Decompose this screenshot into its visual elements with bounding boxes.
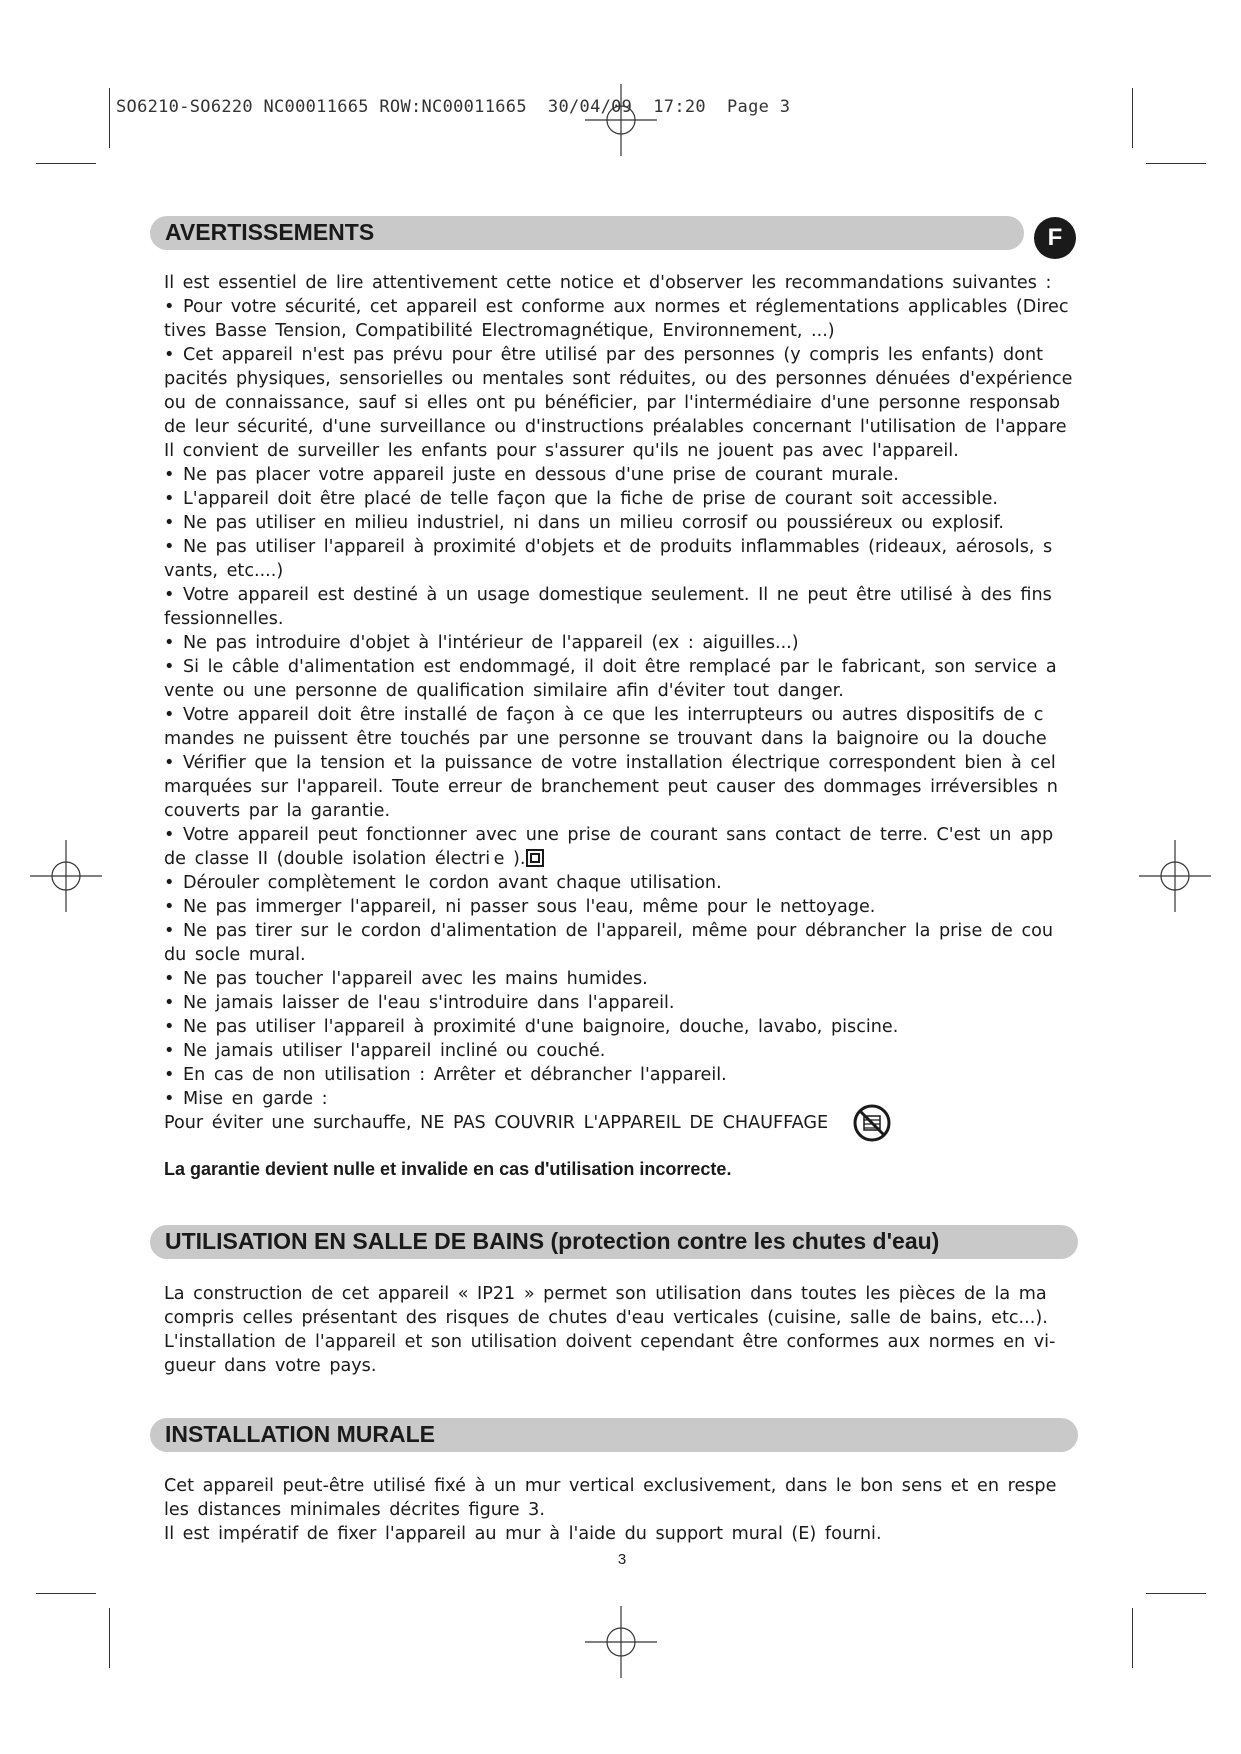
text-line: • Ne pas utiliser l'appareil à proximité d'objets et de produits inflammables (rideaux, aérosols, s [164,537,1053,557]
text-line: Il est essentiel de lire attentivement cette notice et d'observer les recommandations suivantes : [164,273,1052,293]
text-line: • Votre appareil est destiné à un usage domestique seulement. Il ne peut être utilisé à des fins [164,585,1052,605]
text-line: de classe II (double isolation électri e ). [164,849,526,869]
text-line: couverts par la garantie. [164,801,391,821]
crop-mark [36,163,96,164]
text-line-class-ii [164,847,1164,871]
text-line: mandes ne puissent être touchés par une personne se trouvant dans la baignoire ou la douche [164,729,1047,749]
section-body [164,1282,1164,1378]
text-line: • Ne pas tirer sur le cordon d'alimentation de l'appareil, même pour débrancher la prise de cou [164,921,1054,941]
text-line: La construction de cet appareil « IP21 » permet son utilisation dans toutes les pièces de la ma [164,1284,1047,1304]
section-title: INSTALLATION MURALE [165,1421,436,1447]
text-line: les distances minimales décrites figure 3. [164,1500,545,1520]
registration-crosshair-icon [30,840,102,912]
warranty-note: La garantie devient nulle et invalide en cas d'utilisation incorrecte. [164,1159,732,1179]
text-line: ou de connaissance, sauf si elles ont pu bénéficier, par l'intermédiaire d'une personne responsab [164,393,1061,413]
text-line: Il convient de surveiller les enfants pour s'assurer qu'ils ne jouent pas avec l'appareil. [164,441,959,461]
text-line: • Pour votre sécurité, cet appareil est conforme aux normes et réglementations applicables (Direc [164,297,1069,317]
text-line: Il est impératif de fixer l'appareil au mur à l'aide du support mural (E) fourni. [164,1524,882,1544]
crop-mark [109,1608,110,1668]
text-line: du socle mural. [164,945,306,965]
text-line: • Votre appareil doit être installé de façon à ce que les interrupteurs ou autres dispositifs de c [164,705,1044,725]
text-line: de leur sécurité, d'une surveillance ou d'instructions préalables concernant l'utilisation de l'appare [164,417,1067,437]
section-body [164,271,1164,1181]
crop-mark [36,1593,96,1594]
text-line: • Ne pas placer votre appareil juste en dessous d'une prise de courant murale. [164,465,899,485]
crop-mark [109,88,110,148]
text-line: • Ne pas immerger l'appareil, ni passer sous l'eau, même pour le nettoyage. [164,897,876,917]
text-line: pacités physiques, sensorielles ou mentales sont réduites, ou des personnes dénuées d'expérience [164,369,1073,389]
text-line: vente ou une personne de qualification similaire afin d'éviter tout danger. [164,681,844,701]
text-line: • L'appareil doit être placé de telle façon que la fiche de prise de courant soit accessible. [164,489,998,509]
section-title: AVERTISSEMENTS [165,219,375,245]
text-line: • Mise en garde : [164,1089,328,1109]
section-title: UTILISATION EN SALLE DE BAINS (protection contre les chutes d'eau) [165,1228,940,1254]
text-line: fessionnelles. [164,609,284,629]
text-line: • Si le câble d'alimentation est endommagé, il doit être remplacé par le fabricant, son service a [164,657,1057,677]
text-line: tives Basse Tension, Compatibilité Electromagnétique, Environnement, ...) [164,321,835,341]
text-line: gueur dans votre pays. [164,1356,377,1376]
crop-mark [1146,163,1206,164]
text-line: • Ne pas utiliser en milieu industriel, ni dans un milieu corrosif ou poussiéreux ou explosif. [164,513,1005,533]
text-line: • Ne jamais laisser de l'eau s'introduire dans l'appareil. [164,993,675,1013]
text-line: • En cas de non utilisation : Arrêter et débrancher l'appareil. [164,1065,727,1085]
page-number: 3 [617,1551,627,1568]
text-line: • Votre appareil peut fonctionner avec une prise de courant sans contact de terre. C'est un app [164,825,1054,845]
text-line: • Cet appareil n'est pas prévu pour être utilisé par des personnes (y compris les enfants) dont [164,345,1044,365]
crop-mark [1146,1593,1206,1594]
text-line: • Ne jamais utiliser l'appareil incliné ou couché. [164,1041,606,1061]
text-line: • Ne pas toucher l'appareil avec les mains humides. [164,969,648,989]
registration-crosshair-icon [585,1606,657,1678]
text-line: • Dérouler complètement le cordon avant chaque utilisation. [164,873,722,893]
text-line: • Ne pas utiliser l'appareil à proximité d'une baignoire, douche, lavabo, piscine. [164,1017,899,1037]
crop-mark [1132,88,1133,148]
do-not-cover-icon [852,1103,892,1143]
text-line: compris celles présentant des risques de chutes d'eau verticales (cuisine, salle de bains, etc...). [164,1308,1048,1328]
language-badge: F [1034,217,1076,259]
print-header: SO6210-SO6220 NC00011665 ROW:NC00011665 30/04/09 17:20 Page 3 [116,97,791,117]
crop-mark [1132,1608,1133,1668]
text-line: Pour éviter une surchauffe, NE PAS COUVRIR L'APPAREIL DE CHAUFFAGE [164,1113,829,1133]
registration-crosshair-icon [585,84,657,156]
text-line: • Vérifier que la tension et la puissance de votre installation électrique correspondent bien à cel [164,753,1056,773]
text-line-warning [164,1111,1164,1135]
text-line: vants, etc....) [164,561,284,581]
text-line: • Ne pas introduire d'objet à l'intérieur de l'appareil (ex : aiguilles...) [164,633,799,653]
class-ii-double-insulation-icon [526,849,544,867]
text-line: marquées sur l'appareil. Toute erreur de branchement peut causer des dommages irréversibles n [164,777,1058,797]
text-line: L'installation de l'appareil et son utilisation doivent cependant être conformes aux normes en vi- [164,1332,1056,1352]
section-body [164,1474,1164,1546]
text-line: Cet appareil peut-être utilisé fixé à un mur vertical exclusivement, dans le bon sens et en respe [164,1476,1057,1496]
